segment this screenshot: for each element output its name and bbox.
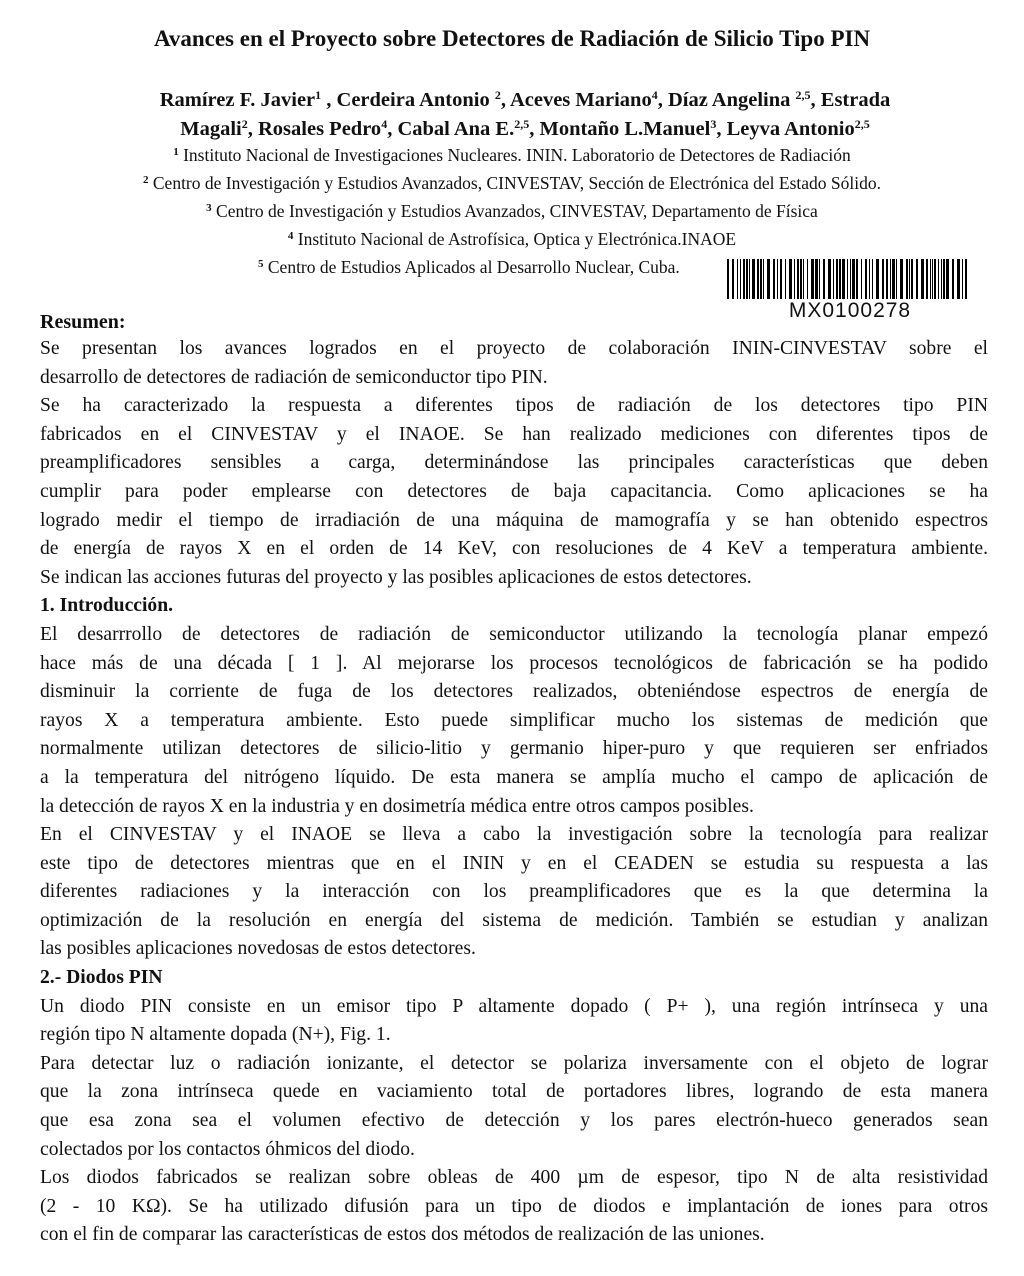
- barcode-bar: [886, 259, 888, 299]
- barcode-bar: [890, 259, 891, 299]
- affiliation-text: Centro de Investigación y Estudios Avanzados, CINVESTAV, Departamento de Física: [216, 201, 818, 221]
- section-heading: 2.- Diodos PIN: [40, 967, 163, 989]
- text-line: Se ha caracterizado la respuesta a diferentes tipos de radiación de los detectores tipo PIN: [40, 395, 988, 417]
- author-separator: ,: [247, 117, 258, 140]
- text-line: optimización de la resolución en energía del sistema de medición. También se estudian y analizan: [40, 909, 988, 931]
- barcode-bar: [882, 259, 884, 299]
- barcode-bar: [952, 259, 954, 299]
- author-name: Montaño L.Manuel: [539, 117, 711, 140]
- barcode-bar: [737, 259, 738, 299]
- barcode-bar: [850, 259, 851, 299]
- barcode-bar: [852, 259, 855, 299]
- barcode: [727, 259, 973, 299]
- text-line: Un diodo PIN consiste en un emisor tipo P altamente dopado ( P+ ), una región intrínseca y una: [40, 995, 988, 1017]
- affiliation-number: 2: [143, 174, 149, 186]
- barcode-bar: [934, 259, 936, 299]
- author-name: Aceves Mariano: [509, 89, 652, 111]
- barcode-bar: [876, 259, 879, 299]
- barcode-bar: [957, 259, 960, 299]
- barcode-bar: [752, 259, 755, 299]
- text-line: logrado medir el tiempo de irradiación de una máquina de mamografía y se han obtenido espectros: [40, 509, 988, 531]
- author-name: Díaz Angelina: [667, 89, 796, 111]
- barcode-bar: [803, 259, 804, 299]
- text-line: las posibles aplicaciones novedosas de estos detectores.: [40, 938, 476, 960]
- barcode-bar: [847, 259, 848, 299]
- barcode-bar: [932, 259, 933, 299]
- text-line: fabricados en el CINVESTAV y el INAOE. Se han realizado mediciones con diferentes tipos de: [40, 423, 988, 445]
- barcode-bar: [943, 259, 945, 299]
- barcode-bar: [828, 259, 831, 299]
- text-line: a la temperatura del nitrógeno líquido. De esta manera se amplía mucho el campo de aplicación de: [40, 766, 988, 788]
- author-name: Cabal Ana E.: [397, 117, 515, 140]
- affiliation-text: Instituto Nacional de Astrofísica, Optica y Electrónica.INAOE: [297, 229, 737, 249]
- barcode-bar: [777, 259, 778, 299]
- author-separator: ,: [321, 89, 337, 111]
- affiliation: [258, 257, 680, 277]
- barcode-bar: [767, 259, 770, 299]
- barcode-bar: [749, 259, 750, 299]
- barcode-bar: [811, 259, 814, 299]
- barcode-bar: [763, 259, 764, 299]
- barcode-number: MX0100278: [788, 299, 912, 322]
- affiliation-number: 5: [258, 258, 264, 270]
- affiliation-text: Centro de Estudios Aplicados al Desarrollo Nuclear, Cuba.: [267, 257, 680, 277]
- text-line: colectados por los contactos óhmicos del diodo.: [40, 1138, 415, 1160]
- paper-title: Avances en el Proyecto sobre Detectores de Radiación de Silicio Tipo PIN: [153, 26, 871, 51]
- affiliation-number: 3: [206, 202, 212, 214]
- barcode-bar: [861, 259, 862, 299]
- barcode-bar: [916, 259, 918, 299]
- author-separator: ,: [657, 89, 668, 111]
- author-affiliation-marker: 4: [381, 116, 388, 131]
- author-affiliation-marker: 3: [710, 116, 717, 131]
- text-line: cumplir para poder emplearse con detectores de baja capacitancia. Como aplicaciones se ha: [40, 480, 988, 502]
- barcode-bar: [794, 259, 795, 299]
- affiliation-text: Instituto Nacional de Investigaciones Nucleares. ININ. Laboratorio de Detectores de Radiación: [183, 145, 851, 165]
- barcode-bar: [926, 259, 928, 299]
- barcode-bar: [965, 259, 967, 299]
- barcode-bar: [946, 259, 949, 299]
- barcode-bar: [823, 259, 825, 299]
- barcode-bar: [760, 259, 762, 299]
- text-line: Para detectar luz o radiación ionizante, el detector se polariza inversamente con el objeto de lograr: [40, 1052, 988, 1074]
- affiliation-number: 4: [287, 230, 294, 242]
- author-affiliation-marker: 1: [315, 88, 322, 102]
- text-line: la detección de rayos X en la industria y en dosimetría médica entre otros campos posibles.: [40, 795, 754, 817]
- barcode-bar: [757, 259, 759, 299]
- barcode-bar: [869, 259, 870, 299]
- author-affiliation-marker: 2,5: [854, 116, 870, 131]
- barcode-bar: [819, 259, 820, 299]
- author-affiliation-marker: 2,5: [514, 116, 530, 131]
- section-heading-resumen: Resumen:: [40, 311, 126, 333]
- author-separator: ,: [500, 89, 510, 111]
- text-line: que esa zona sea el volumen efectivo de detección y los pares electrón-hueco generados sean: [40, 1110, 988, 1132]
- text-line: En el CINVESTAV y el INAOE se lleva a cabo la investigación sobre la tecnología para realizar: [40, 824, 988, 846]
- author-affiliation-marker: 2,5: [795, 88, 811, 102]
- barcode-bar: [836, 259, 838, 299]
- text-line: este tipo de detectores mientras que en el ININ y en el CEADEN se estudia su respuesta a las: [40, 852, 988, 874]
- barcode-bar: [746, 259, 748, 299]
- barcode-bar: [938, 259, 939, 299]
- author-name: Ramírez F. Javier: [159, 89, 316, 111]
- affiliation: [0, 173, 1024, 193]
- barcode-bar: [892, 259, 895, 299]
- barcode-bar: [780, 259, 782, 299]
- text-line: Se indican las acciones futuras del proyecto y las posibles aplicaciones de estos detectores.: [40, 566, 752, 588]
- barcode-bar: [807, 259, 808, 299]
- barcode-bar: [911, 259, 913, 299]
- author-line: [60, 86, 990, 115]
- affiliation: [0, 229, 1024, 249]
- text-line: diferentes radiaciones y la interacción con los preamplificadores que es la que determina la: [40, 881, 988, 903]
- text-line: preamplificadores sensibles a carga, determinándose las principales características que deben: [40, 452, 988, 474]
- author-separator: ,: [529, 117, 540, 140]
- barcode-bar: [930, 259, 931, 299]
- barcode-bar: [789, 259, 792, 299]
- barcode-bar: [815, 259, 818, 299]
- barcode-bar: [906, 259, 908, 299]
- author-separator: ,: [387, 117, 398, 140]
- text-line: región tipo N altamente dopada (N+), Fig. 1.: [40, 1024, 391, 1046]
- text-line: normalmente utilizan detectores de silicio-litio y germanio hiper-puro y que requieren ser enfriados: [40, 738, 988, 760]
- affiliation: [0, 145, 1024, 165]
- text-line: con el fin de comparar las características de estos dos métodos de realización de las uniones.: [40, 1224, 765, 1246]
- author-separator: ,: [716, 117, 727, 140]
- author-affiliation-marker: 4: [651, 88, 658, 102]
- barcode-bar: [842, 259, 845, 299]
- section-heading: 1. Introducción.: [40, 595, 174, 617]
- author-affiliation-marker: 2: [494, 88, 501, 102]
- barcode-bar: [740, 259, 741, 299]
- barcode-bar: [800, 259, 802, 299]
- text-line: Los diodos fabricados se realizan sobre obleas de 400 µm de espesor, tipo N de alta resistividad: [40, 1167, 988, 1189]
- text-line: rayos X a temperatura ambiente. Esto puede simplificar mucho los sistemas de medición que: [40, 709, 988, 731]
- body-text: [40, 335, 988, 1250]
- barcode-bar: [900, 259, 903, 299]
- author-name: Leyva Antonio: [726, 117, 855, 140]
- barcode-bar: [872, 259, 873, 299]
- author-name: Cerdeira Antonio: [336, 89, 495, 111]
- author-affiliation-marker: 2: [241, 116, 248, 131]
- barcode-bar: [962, 259, 963, 299]
- barcode-bar: [896, 259, 897, 299]
- barcode-bar: [856, 259, 858, 299]
- barcode-bar: [785, 259, 786, 299]
- barcode-bar: [797, 259, 799, 299]
- affiliation-number: 1: [173, 146, 179, 158]
- author-separator: , Estrada: [810, 89, 891, 111]
- barcode-bar: [773, 259, 775, 299]
- text-line: Se presentan los avances logrados en el proyecto de colaboración ININ-CINVESTAV sobre el: [40, 338, 988, 359]
- barcode-bar: [727, 259, 729, 299]
- text-line: hace más de una década [ 1 ]. Al mejorarse los procesos tecnológicos de fabricación se ha podido: [40, 652, 988, 674]
- barcode-bar: [941, 259, 942, 299]
- text-line: disminuir la corriente de fuga de los detectores realizados, obteniéndose espectros de energía de: [40, 681, 988, 703]
- text-line: de energía de rayos X en el orden de 14 KeV, con resoluciones de 4 KeV a temperatura ambiente.: [40, 538, 988, 560]
- affiliation: [0, 201, 1024, 221]
- barcode-bar: [743, 259, 745, 299]
- author-name: Magali: [180, 117, 242, 140]
- barcode-bar: [732, 259, 734, 299]
- barcode-bar: [909, 259, 910, 299]
- text-line: El desarrrollo de detectores de radiación de semiconductor utilizando la tecnología planar empezó: [40, 623, 988, 645]
- author-line: [60, 115, 990, 144]
- affiliation-text: Centro de Investigación y Estudios Avanzados, CINVESTAV, Sección de Electrónica del Estado Sólido.: [152, 173, 881, 193]
- text-line: (2 - 10 KΩ). Se ha utilizado difusión para un tipo de diodos e implantación de iones para otros: [40, 1195, 988, 1217]
- text-line: que la zona intrínseca quede en vaciamiento total de portadores libres, logrando de esta manera: [40, 1081, 988, 1103]
- barcode-bar: [865, 259, 867, 299]
- author-list: [60, 86, 990, 143]
- barcode-bar: [833, 259, 834, 299]
- barcode-bar: [921, 259, 924, 299]
- text-line: desarrollo de detectores de radiación de semiconductor tipo PIN.: [40, 366, 548, 388]
- barcode-bar: [839, 259, 841, 299]
- author-name: Rosales Pedro: [258, 117, 382, 140]
